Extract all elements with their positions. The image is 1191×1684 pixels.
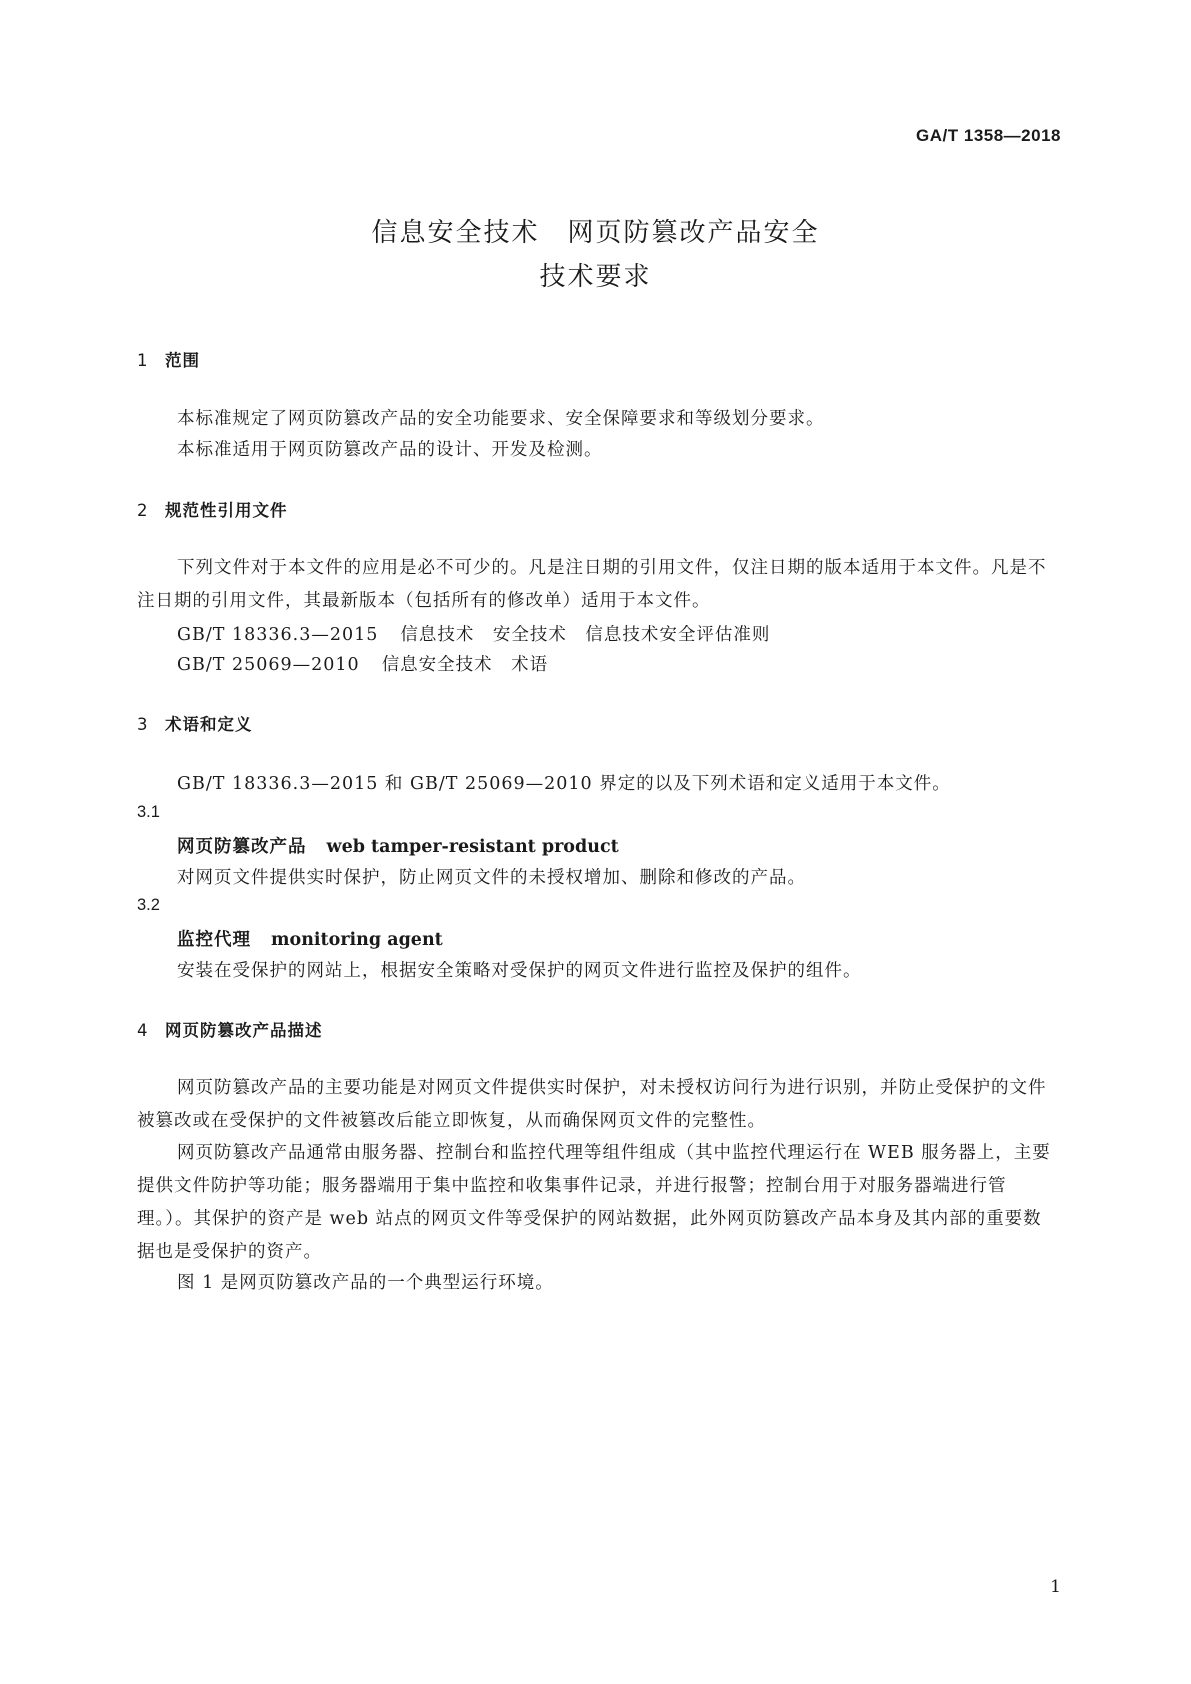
term-3-2-definition: 安装在受保护的网站上，根据安全策略对受保护的网页文件进行监控及保护的组件。 (177, 961, 862, 981)
reference-title: 信息技术 安全技术 信息技术安全评估准则 (400, 625, 771, 645)
term-chinese: 监控代理 (177, 930, 251, 950)
reference-code: GB/T 25069—2010 (177, 655, 360, 675)
section-4-paragraph-2: 网页防篡改产品通常由服务器、控制台和监控代理等组件组成（其中监控代理运行在 WEB 服务器上，主要提供文件防护等功能；服务器端用于集中监控和收集事件记录，并进行报警；控制台用于对服务器端进行管理。）。其保护的资产是 web 站点的网页文件等受保护的网站数据，此外网页防篡改产品本身及其内部的重要数据也是受保护的资产。 (137, 1143, 1051, 1262)
section-2-heading (137, 497, 288, 521)
term-3-1 (177, 833, 619, 858)
term-3-1-definition: 对网页文件提供实时保护，防止网页文件的未授权增加、删除和修改的产品。 (177, 868, 806, 888)
section-title: 网页防篡改产品描述 (165, 1021, 323, 1040)
section-4-paragraph-1: 网页防篡改产品的主要功能是对网页文件提供实时保护，对未授权访问行为进行识别，并防止受保护的文件被篡改或在受保护的文件被篡改后能立即恢复，从而确保网页文件的完整性。 (137, 1078, 1047, 1131)
term-english: web tamper-resistant product (326, 837, 619, 857)
section-3-intro: GB/T 18336.3—2015 和 GB/T 25069—2010 界定的以及下列术语和定义适用于本文件。 (177, 774, 951, 794)
document-title-line1: 信息安全技术 网页防篡改产品安全 (371, 218, 820, 248)
document-title-line2: 技术要求 (539, 262, 652, 292)
section-title: 范围 (165, 351, 200, 370)
section-3-heading (137, 711, 253, 735)
term-3-1-number: 3.1 (137, 803, 160, 821)
reference-code: GB/T 18336.3—2015 (177, 625, 379, 645)
section-title: 术语和定义 (165, 715, 253, 734)
section-number: 4 (137, 1021, 149, 1040)
section-number: 1 (137, 351, 149, 370)
reference-title: 信息安全技术 术语 (381, 655, 549, 675)
normative-reference-1 (177, 621, 770, 646)
term-3-2 (177, 926, 443, 951)
term-english: monitoring agent (271, 930, 443, 950)
section-1-paragraph-1: 本标准规定了网页防篡改产品的安全功能要求、安全保障要求和等级划分要求。 (177, 409, 825, 429)
page-number: 1 (1050, 1577, 1061, 1597)
term-chinese: 网页防篡改产品 (177, 837, 307, 857)
section-2-paragraph-1: 下列文件对于本文件的应用是必不可少的。凡是注日期的引用文件，仅注日期的版本适用于本文件。凡是不注日期的引用文件，其最新版本（包括所有的修改单）适用于本文件。 (137, 558, 1047, 611)
section-title: 规范性引用文件 (165, 501, 288, 520)
section-number: 2 (137, 501, 149, 520)
section-1-heading (137, 347, 200, 371)
section-number: 3 (137, 715, 149, 734)
section-4-paragraph-3: 图 1 是网页防篡改产品的一个典型运行环境。 (177, 1273, 554, 1293)
section-1-paragraph-2: 本标准适用于网页防篡改产品的设计、开发及检测。 (177, 440, 603, 460)
section-4-heading (137, 1017, 323, 1041)
standard-code: GA/T 1358—2018 (916, 126, 1061, 145)
term-3-2-number: 3.2 (137, 896, 160, 914)
normative-reference-2 (177, 651, 548, 676)
